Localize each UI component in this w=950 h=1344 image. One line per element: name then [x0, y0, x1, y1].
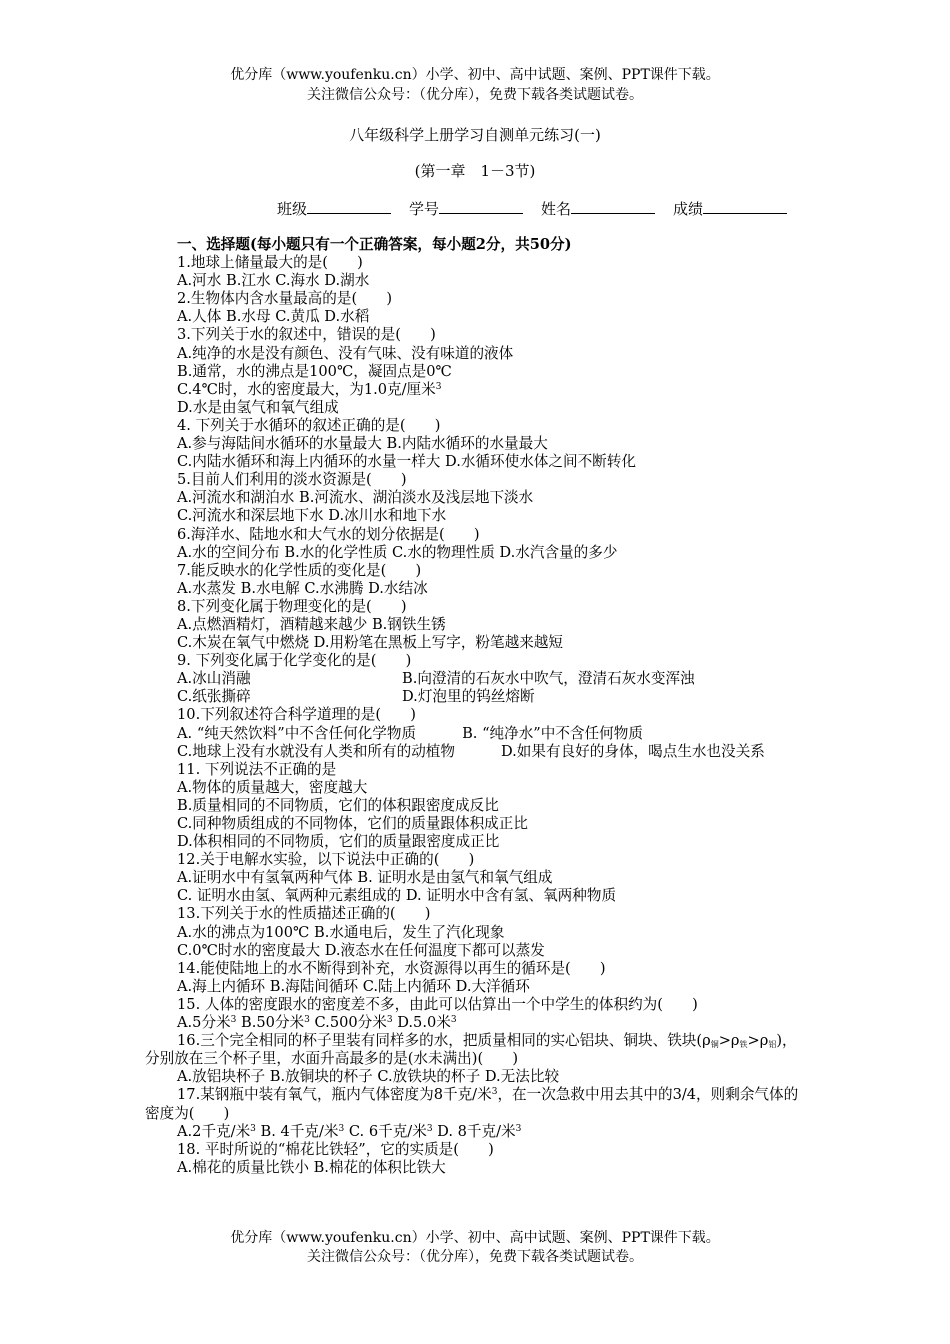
header-line-1: 优分库（www.youfenku.cn）小学、初中、高中试题、案例、PPT课件下载。	[230, 67, 720, 83]
options: C.内陆水循环和海上内循环的水量一样大 D.水循环使水体之间不断转化	[177, 453, 636, 471]
question: 18. 平时所说的“棉花比铁轻”，它的实质是( )	[177, 1140, 494, 1158]
option: B. “纯净水”中不含任何物质	[462, 724, 643, 742]
options: A.水的空间分布 B.水的化学性质 C.水的物理性质 D.水汽含量的多少	[177, 543, 618, 561]
options: A.点燃酒精灯，酒精越来越少 B.钢铁生锈	[177, 615, 446, 633]
number-field[interactable]: 学号	[409, 198, 523, 219]
question: 3.下列关于水的叙述中，错误的是( )	[177, 326, 436, 344]
option: D.水是由氢气和氧气组成	[177, 398, 339, 416]
options: A.5分米$^3$ B.50分米$^3$ C.500分米$^3$ D.5.0米$^3$	[177, 1014, 457, 1032]
options: A.水的沸点为100℃ B.水通电后，发生了汽化现象	[177, 923, 505, 941]
question: 9. 下列变化属于化学变化的是( )	[177, 652, 412, 670]
options: A.证明水中有氢氧两种气体 B. 证明水是由氢气和氧气组成	[177, 869, 553, 887]
option: B.向澄清的石灰水中吹气，澄清石灰水变浑浊	[402, 670, 695, 688]
options	[145, 725, 810, 743]
options: A.人体 B.水母 C.黄瓜 D.水稻	[177, 308, 370, 326]
options: A.河水 B.江水 C.海水 D.湖水	[177, 272, 370, 290]
options: A.棉花的质量比铁小 B.棉花的体积比铁大	[177, 1158, 446, 1176]
question: 15. 人体的密度跟水的密度差不多，由此可以估算出一个中学生的体积约为( )	[177, 995, 698, 1013]
option: A. “纯天然饮料”中不含任何化学物质	[177, 724, 417, 742]
question: 17.某钢瓶中装有氧气，瓶内气体密度为8千克/米$^3$，在一次急救中用去其中的3/4，则剩余气体的密度为( )	[145, 1086, 799, 1122]
option: B.质量相同的不同物质，它们的体积跟密度成反比	[177, 796, 499, 814]
options: A.水蒸发 B.水电解 C.水沸腾 D.水结冰	[177, 579, 428, 597]
option: D.如果有良好的身体，喝点生水也没关系	[500, 742, 765, 760]
question: 16.三个完全相同的杯子里装有同样多的水，把质量相同的实心铝块、铜块、铁块$(\rho_铜>\rho_铁>\rho_铝)$，分别放在三个杯子里，水面升高最多的是(水未满出)( )	[145, 1032, 797, 1068]
question: 14.能使陆地上的水不断得到补充，水资源得以再生的循环是( )	[177, 959, 606, 977]
score-field[interactable]: 成绩	[673, 198, 787, 219]
option: C.地球上没有水就没有人类和所有的动植物	[177, 742, 455, 760]
options: A.河流水和湖泊水 B.河流水、湖泊淡水及浅层地下淡水	[177, 489, 534, 507]
question: 12.关于电解水实验，以下说法中正确的( )	[177, 851, 475, 869]
option: A.冰山消融	[177, 670, 251, 688]
question-list	[145, 236, 810, 1177]
class-field[interactable]: 班级	[277, 198, 391, 219]
question: 1.地球上储量最大的是( )	[177, 254, 363, 272]
question: 11. 下列说法不正确的是	[177, 760, 337, 778]
question: 10.下列叙述符合科学道理的是( )	[177, 706, 416, 724]
page-title: 八年级科学上册学习自测单元练习(一)	[349, 126, 601, 144]
option: A.物体的质量越大，密度越大	[177, 778, 368, 796]
option: D.灯泡里的钨丝熔断	[402, 688, 535, 706]
options: A.参与海陆间水循环的水量最大 B.内陆水循环的水量最大	[177, 435, 548, 453]
page-subtitle: (第一章 1－3节)	[414, 162, 536, 180]
student-info-row	[277, 198, 787, 219]
options: C.河流水和深层地下水 D.冰川水和地下水	[177, 507, 447, 525]
options: A.海上内循环 B.海陆间循环 C.陆上内循环 D.大洋循环	[177, 977, 530, 995]
options: C.0℃时水的密度最大 D.液态水在任何温度下都可以蒸发	[177, 941, 545, 959]
question: 5.目前人们利用的淡水资源是( )	[177, 471, 407, 489]
option: B.通常，水的沸点是100℃，凝固点是0℃	[177, 362, 452, 380]
options: C.木炭在氧气中燃烧 D.用粉笔在黑板上写字，粉笔越来越短	[177, 634, 563, 652]
option: C.4℃时，水的密度最大，为1.0克/厘米$^3$	[177, 380, 442, 398]
options: A.放铝块杯子 B.放铜块的杯子 C.放铁块的杯子 D.无法比较	[177, 1068, 560, 1086]
options	[145, 670, 810, 688]
footer-line-1: 优分库（www.youfenku.cn）小学、初中、高中试题、案例、PPT课件下载。	[230, 1230, 720, 1246]
question: 13.下列关于水的性质描述正确的( )	[177, 905, 431, 923]
option: D.体积相同的不同物质，它们的质量跟密度成正比	[177, 833, 500, 851]
question: 7.能反映水的化学性质的变化是( )	[177, 561, 422, 579]
question: 6.海洋水、陆地水和大气水的划分依据是( )	[177, 525, 480, 543]
footer-line-2: 关注微信公众号：（优分库），免费下载各类试题试卷。	[307, 1249, 643, 1265]
options	[145, 743, 810, 761]
question: 8.下列变化属于物理变化的是( )	[177, 597, 407, 615]
section-heading: 一、选择题(每小题只有一个正确答案，每小题2分，共50分)	[177, 236, 572, 253]
name-field[interactable]: 姓名	[541, 198, 655, 219]
question: 4. 下列关于水循环的叙述正确的是( )	[177, 416, 441, 434]
options	[145, 688, 810, 706]
options: C. 证明水由氢、氧两种元素组成的 D. 证明水中含有氢、氧两种物质	[177, 887, 617, 905]
header-line-2: 关注微信公众号：（优分库），免费下载各类试题试卷。	[307, 87, 643, 103]
question: 2.生物体内含水量最高的是( )	[177, 290, 393, 308]
option: A.纯净的水是没有颜色、没有气味、没有味道的液体	[177, 344, 514, 362]
option: C.同种物质组成的不同物体，它们的质量跟体积成正比	[177, 815, 528, 832]
option: C.纸张撕碎	[177, 688, 251, 706]
options: A.2千克/米$^3$ B. 4千克/米$^3$ C. 6千克/米$^3$ D. 8千克/米$^3$	[177, 1122, 522, 1140]
